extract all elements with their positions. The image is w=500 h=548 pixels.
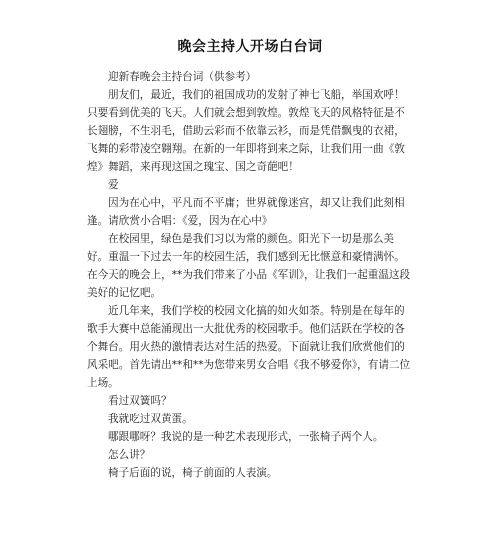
dialogue-line: 椅子后面的说，椅子前面的人表演。 (108, 467, 278, 479)
paragraph-singers: 近几年来，我们学校的校园文化搞的如火如荼。特别是在每年的歌手大赛中总能涌现出一大批优秀的校园歌手。他们活跃在学校的各个舞台。用火热的激情表达对生活的热爱。下面就让我们欣赏他们的风采吧。首先请出**和**为您带来男女合唱《我不够爱你》，有请二位上场。 (87, 305, 411, 389)
paragraph-love-heading: 爱 (108, 179, 119, 191)
paragraph-chorus: 因为在心中，平凡而不平庸；世界就像迷宫，却又让我们此刻相逢。请欣赏小合唱：《爱，因为在心中》 (87, 197, 405, 227)
dialogue-line: 我就吃过双黄蛋。 (108, 413, 193, 425)
paragraph-campus: 在校园里，绿色是我们习以为常的颜色。阳光下一切是那么美好。重温一下过去一年的校园生活，我们感到无比惬意和豪情满怀。在今天的晚会上，**为我们带来了小品《军训》，让我们一起重温这段美好的记忆吧。 (87, 233, 411, 299)
dialogue-line: 看过双簧吗？ (108, 395, 172, 407)
document-body (87, 68, 413, 482)
paragraph-dunhuang: 朋友们，最近，我们的祖国成功的发射了神七飞船，举国欢呼！只要看到优美的飞天。人们就会想到敦煌。敦煌飞天的风格特征是不长翅膀，不生羽毛，借助云彩而不依靠云衫，而是凭借飘曳的衣裙，飞舞的彩带凌空翱翔。在新的一年即将到来之际，让我们用一曲《敦煌》舞蹈，来再现这国之瑰宝、国之奇葩吧！ (87, 89, 405, 173)
document-title: 晚会主持人开场白台词 (177, 39, 323, 55)
dialogue-line: 怎么讲？ (108, 449, 151, 461)
dialogue-line: 哪跟哪呀？我说的是一种艺术表现形式，一张椅子两个人。 (108, 431, 384, 443)
paragraph-intro: 迎新春晚会主持台词（供参考） (108, 71, 257, 83)
